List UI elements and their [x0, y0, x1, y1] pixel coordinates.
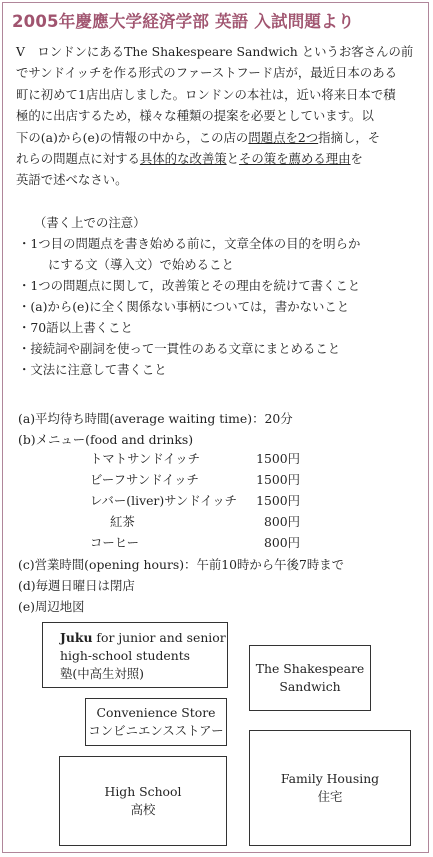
info-e: (e)周辺地図: [18, 599, 85, 614]
note-item: ・(a)から(e)に全く関係ない事柄については，書かないこと: [18, 299, 350, 314]
menu-item-name: 紅茶: [110, 514, 135, 529]
menu-list: [90, 448, 300, 553]
note-item: ・1つ目の問題点を書き始める前に，文章全体の目的を明らか: [18, 236, 361, 251]
question-line: 英語で述べなさい。: [16, 172, 128, 188]
menu-row: [90, 469, 300, 490]
question-line: れらの問題点に対する具体的な改善策とその策を薦める理由を: [16, 151, 363, 167]
menu-item-price: 1500円: [256, 451, 300, 466]
writing-notes: [18, 212, 360, 380]
question-line: 極的に出店するため，様々な種類の提案を必要としています。以: [16, 108, 374, 124]
juku-label: Juku: [60, 630, 93, 645]
housing-label: Family Housing: [280, 771, 380, 786]
menu-row: [90, 532, 300, 553]
question-line: 町に初めて1店出店しました。ロンドンの本社は，近い将来日本で積: [16, 86, 396, 102]
note-item: ・文法に注意して書くこと: [18, 362, 167, 377]
menu-item-price: 1500円: [256, 472, 300, 487]
convenience-label: Convenience Store: [96, 705, 216, 720]
question-line: V ロンドンにあるThe Shakespeare Sandwich というお客さんの前: [16, 44, 414, 59]
info-c: (c)営業時間(opening hours)：午前10時から午後7時まで: [18, 557, 345, 572]
note-item-continued: にする文（導入文）で始めること: [48, 257, 234, 272]
question-line: 下の(a)から(e)の情報の中から，この店の問題点を2つ指摘し，そ: [16, 129, 381, 145]
info-section-2: [18, 554, 344, 617]
note-item: ・1つの問題点に関して，改善策とその理由を続けて書くこと: [18, 278, 361, 293]
shakespeare-label: The Shakespeare: [255, 661, 365, 676]
notes-heading: （書く上での注意）: [34, 215, 146, 230]
underlined-phrase: 問題点を2つ: [248, 129, 319, 145]
menu-item-name: コーヒー: [90, 535, 140, 550]
map-convenience-box: Convenience Store コンビニエンスストアー: [85, 698, 227, 746]
page-title: 2005年慶應大学経済学部 英語 入試問題より: [12, 12, 355, 31]
info-a: (a)平均待ち時間(average waiting time)：20分: [18, 411, 293, 426]
menu-row: [90, 511, 300, 532]
underlined-phrase: その策を薦める理由: [239, 151, 351, 167]
menu-item-price: 800円: [263, 514, 300, 529]
question-text: [16, 41, 416, 191]
info-b: (b)メニュー(food and drinks): [18, 432, 194, 447]
map-shakespeare-box: The Shakespeare Sandwich: [249, 645, 371, 711]
underlined-phrase: 具体的な改善策: [139, 151, 227, 167]
map-housing-box: Family Housing 住宅: [249, 730, 411, 846]
menu-row: [90, 448, 300, 469]
info-section: [18, 408, 293, 450]
highschool-label: High School: [104, 784, 182, 799]
menu-row: [90, 490, 300, 511]
map-highschool-box: High School 高校: [59, 756, 227, 846]
question-line: でサンドイッチを作る形式のファーストフード店が，最近日本のある: [16, 65, 398, 81]
menu-item-price: 800円: [263, 535, 300, 550]
menu-item-price: 1500円: [256, 493, 300, 508]
menu-item-name: レバー(liver)サンドイッチ: [90, 493, 238, 508]
info-d: (d)毎週日曜日は閉店: [18, 578, 135, 593]
note-item: ・70語以上書くこと: [18, 320, 133, 335]
menu-item-name: トマトサンドイッチ: [90, 451, 201, 466]
menu-item-name: ビーフサンドイッチ: [90, 472, 199, 487]
map-juku-box: Juku for junior and senior high-school students 塾(中高生対照): [42, 622, 228, 688]
note-item: ・接続詞や副詞を使って一貫性のある文章にまとめること: [18, 341, 341, 356]
